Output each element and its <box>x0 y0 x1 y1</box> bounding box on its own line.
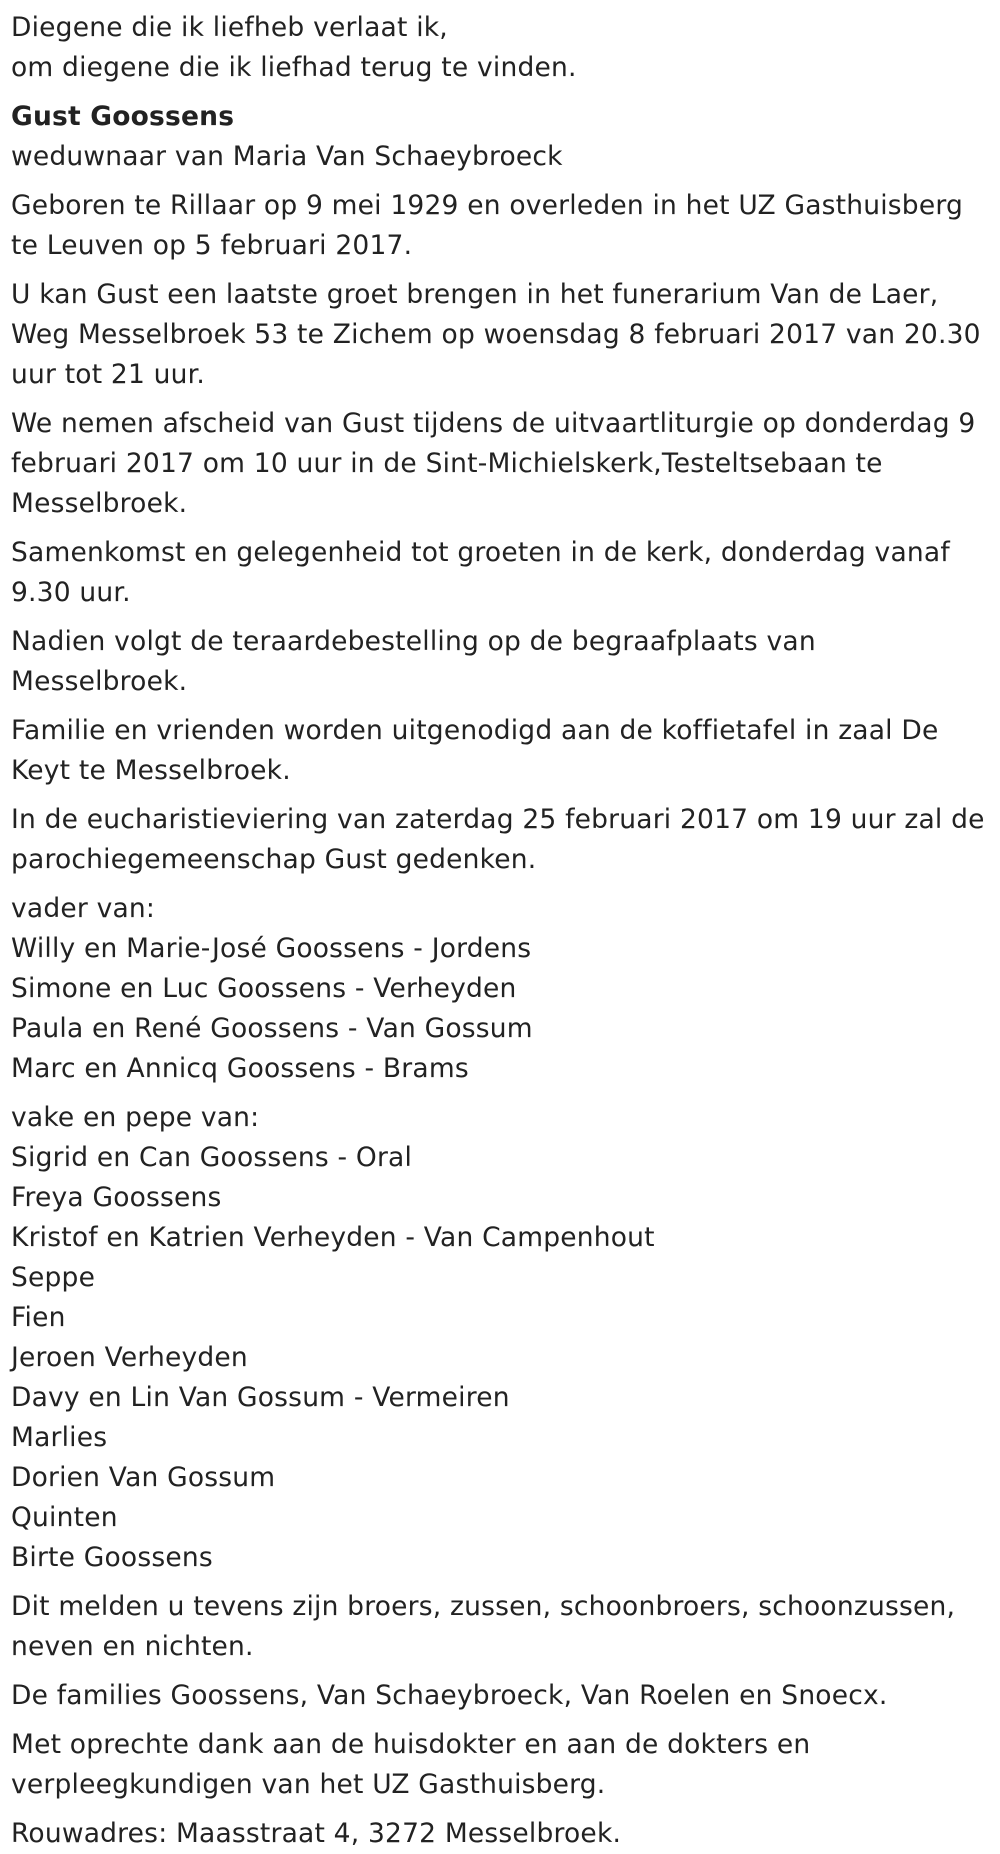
grandchildren-list <box>11 1098 989 1578</box>
relatives-paragraph: Dit melden u tevens zijn broers, zussen, schoonbroers, schoonzussen, neven en nichten. <box>11 1591 956 1662</box>
families-paragraph: De families Goossens, Van Schaeybroeck, Van Roelen en Snoecx. <box>11 1680 888 1711</box>
list-item: Paula en René Goossens - Van Gossum <box>11 1013 533 1044</box>
burial-paragraph: Nadien volgt de teraardebestelling op de begraafplaats van Messelbroek. <box>11 626 816 697</box>
children-heading: vader van: <box>11 893 156 924</box>
gathering-paragraph: Samenkomst en gelegenheid tot groeten in de kerk, donderdag vanaf 9.30 uur. <box>11 537 950 608</box>
birth-death-paragraph: Geboren te Rillaar op 9 mei 1929 en overleden in het UZ Gasthuisberg te Leuven op 5 februari 2017. <box>11 190 963 261</box>
list-item: Simone en Luc Goossens - Verheyden <box>11 973 517 1004</box>
reception-paragraph: Familie en vrienden worden uitgenodigd aan de koffietafel in zaal De Keyt te Messelbroek. <box>11 715 939 786</box>
thanks-paragraph: Met oprechte dank aan de huisdokter en aan de dokters en verpleegkundigen van het UZ Gasthuisberg. <box>11 1729 811 1800</box>
list-item: Freya Goossens <box>11 1182 222 1213</box>
list-item: Fien <box>11 1302 66 1333</box>
list-item: Davy en Lin Van Gossum - Vermeiren <box>11 1382 510 1413</box>
deceased-header <box>11 97 989 177</box>
list-item: Sigrid en Can Goossens - Oral <box>11 1142 413 1173</box>
list-item: Kristof en Katrien Verheyden - Van Campenhout <box>11 1222 655 1253</box>
children-list <box>11 889 989 1089</box>
list-item: Seppe <box>11 1262 96 1293</box>
list-item: Marlies <box>11 1422 108 1453</box>
list-item: Quinten <box>11 1502 118 1533</box>
list-item: Dorien Van Gossum <box>11 1462 276 1493</box>
visitation-paragraph: U kan Gust een laatste groet brengen in het funerarium Van de Laer, Weg Messelbroek 53 te Zichem op woensdag 8 februari 2017 van 20.30 uur tot 21 uur. <box>11 279 981 390</box>
funeral-paragraph: We nemen afscheid van Gust tijdens de uitvaartliturgie op donderdag 9 februari 2017 om 10 uur in de Sint-Michielskerk,Testeltsebaan te Messelbroek. <box>11 408 976 519</box>
list-item: Willy en Marie-José Goossens - Jordens <box>11 933 532 964</box>
list-item: Marc en Annicq Goossens - Brams <box>11 1053 469 1084</box>
deceased-name: Gust Goossens <box>11 101 235 132</box>
list-item: Jeroen Verheyden <box>11 1342 248 1373</box>
deceased-relation: weduwnaar van Maria Van Schaeybroeck <box>11 141 563 172</box>
grandchildren-heading: vake en pepe van: <box>11 1102 260 1133</box>
mourning-address: Rouwadres: Maasstraat 4, 3272 Messelbroek. <box>11 1818 622 1849</box>
quote-line: Diegene die ik liefheb verlaat ik, <box>11 12 448 43</box>
commemoration-paragraph: In de eucharistieviering van zaterdag 25 februari 2017 om 19 uur zal de parochiegemeenschap Gust gedenken. <box>11 804 985 875</box>
quote-line: om diegene die ik liefhad terug te vinden. <box>11 52 577 83</box>
list-item: Birte Goossens <box>11 1542 213 1573</box>
opening-quote <box>11 8 989 88</box>
